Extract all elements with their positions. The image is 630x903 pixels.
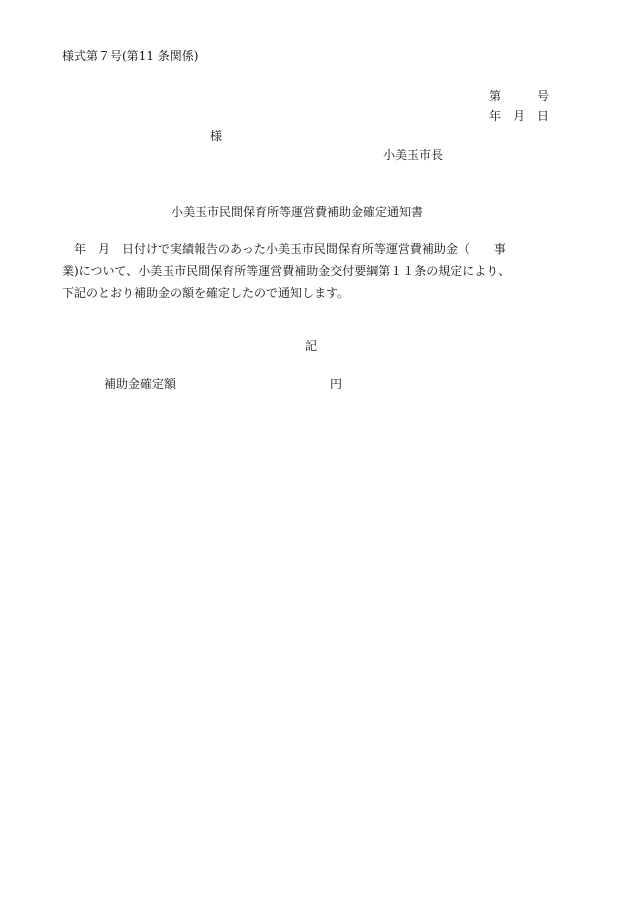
document-number: 第 号: [489, 89, 550, 103]
document-date: 年 月 日: [489, 109, 550, 123]
form-number-label: 様式第７号(第11 条関係): [62, 49, 199, 63]
amount-unit: 円: [330, 377, 343, 391]
ki-heading: 記: [305, 339, 318, 353]
document-title: 小美玉市民間保育所等運営費補助金確定通知書: [171, 205, 424, 219]
sender-name: 小美玉市長: [383, 148, 444, 162]
addressee-honorific: 様: [210, 129, 223, 143]
body-line: 下記のとおり補助金の額を確定したので通知します。: [62, 286, 350, 300]
body-line: 業)について、小美玉市民間保育所等運営費補助金交付要綱第１１条の規定により、: [62, 264, 511, 278]
amount-label: 補助金確定額: [104, 377, 177, 391]
body-line: 年 月 日付けで実績報告のあった小美玉市民間保育所等運営費補助金（ 事: [62, 242, 506, 256]
body-paragraph: [62, 238, 570, 304]
